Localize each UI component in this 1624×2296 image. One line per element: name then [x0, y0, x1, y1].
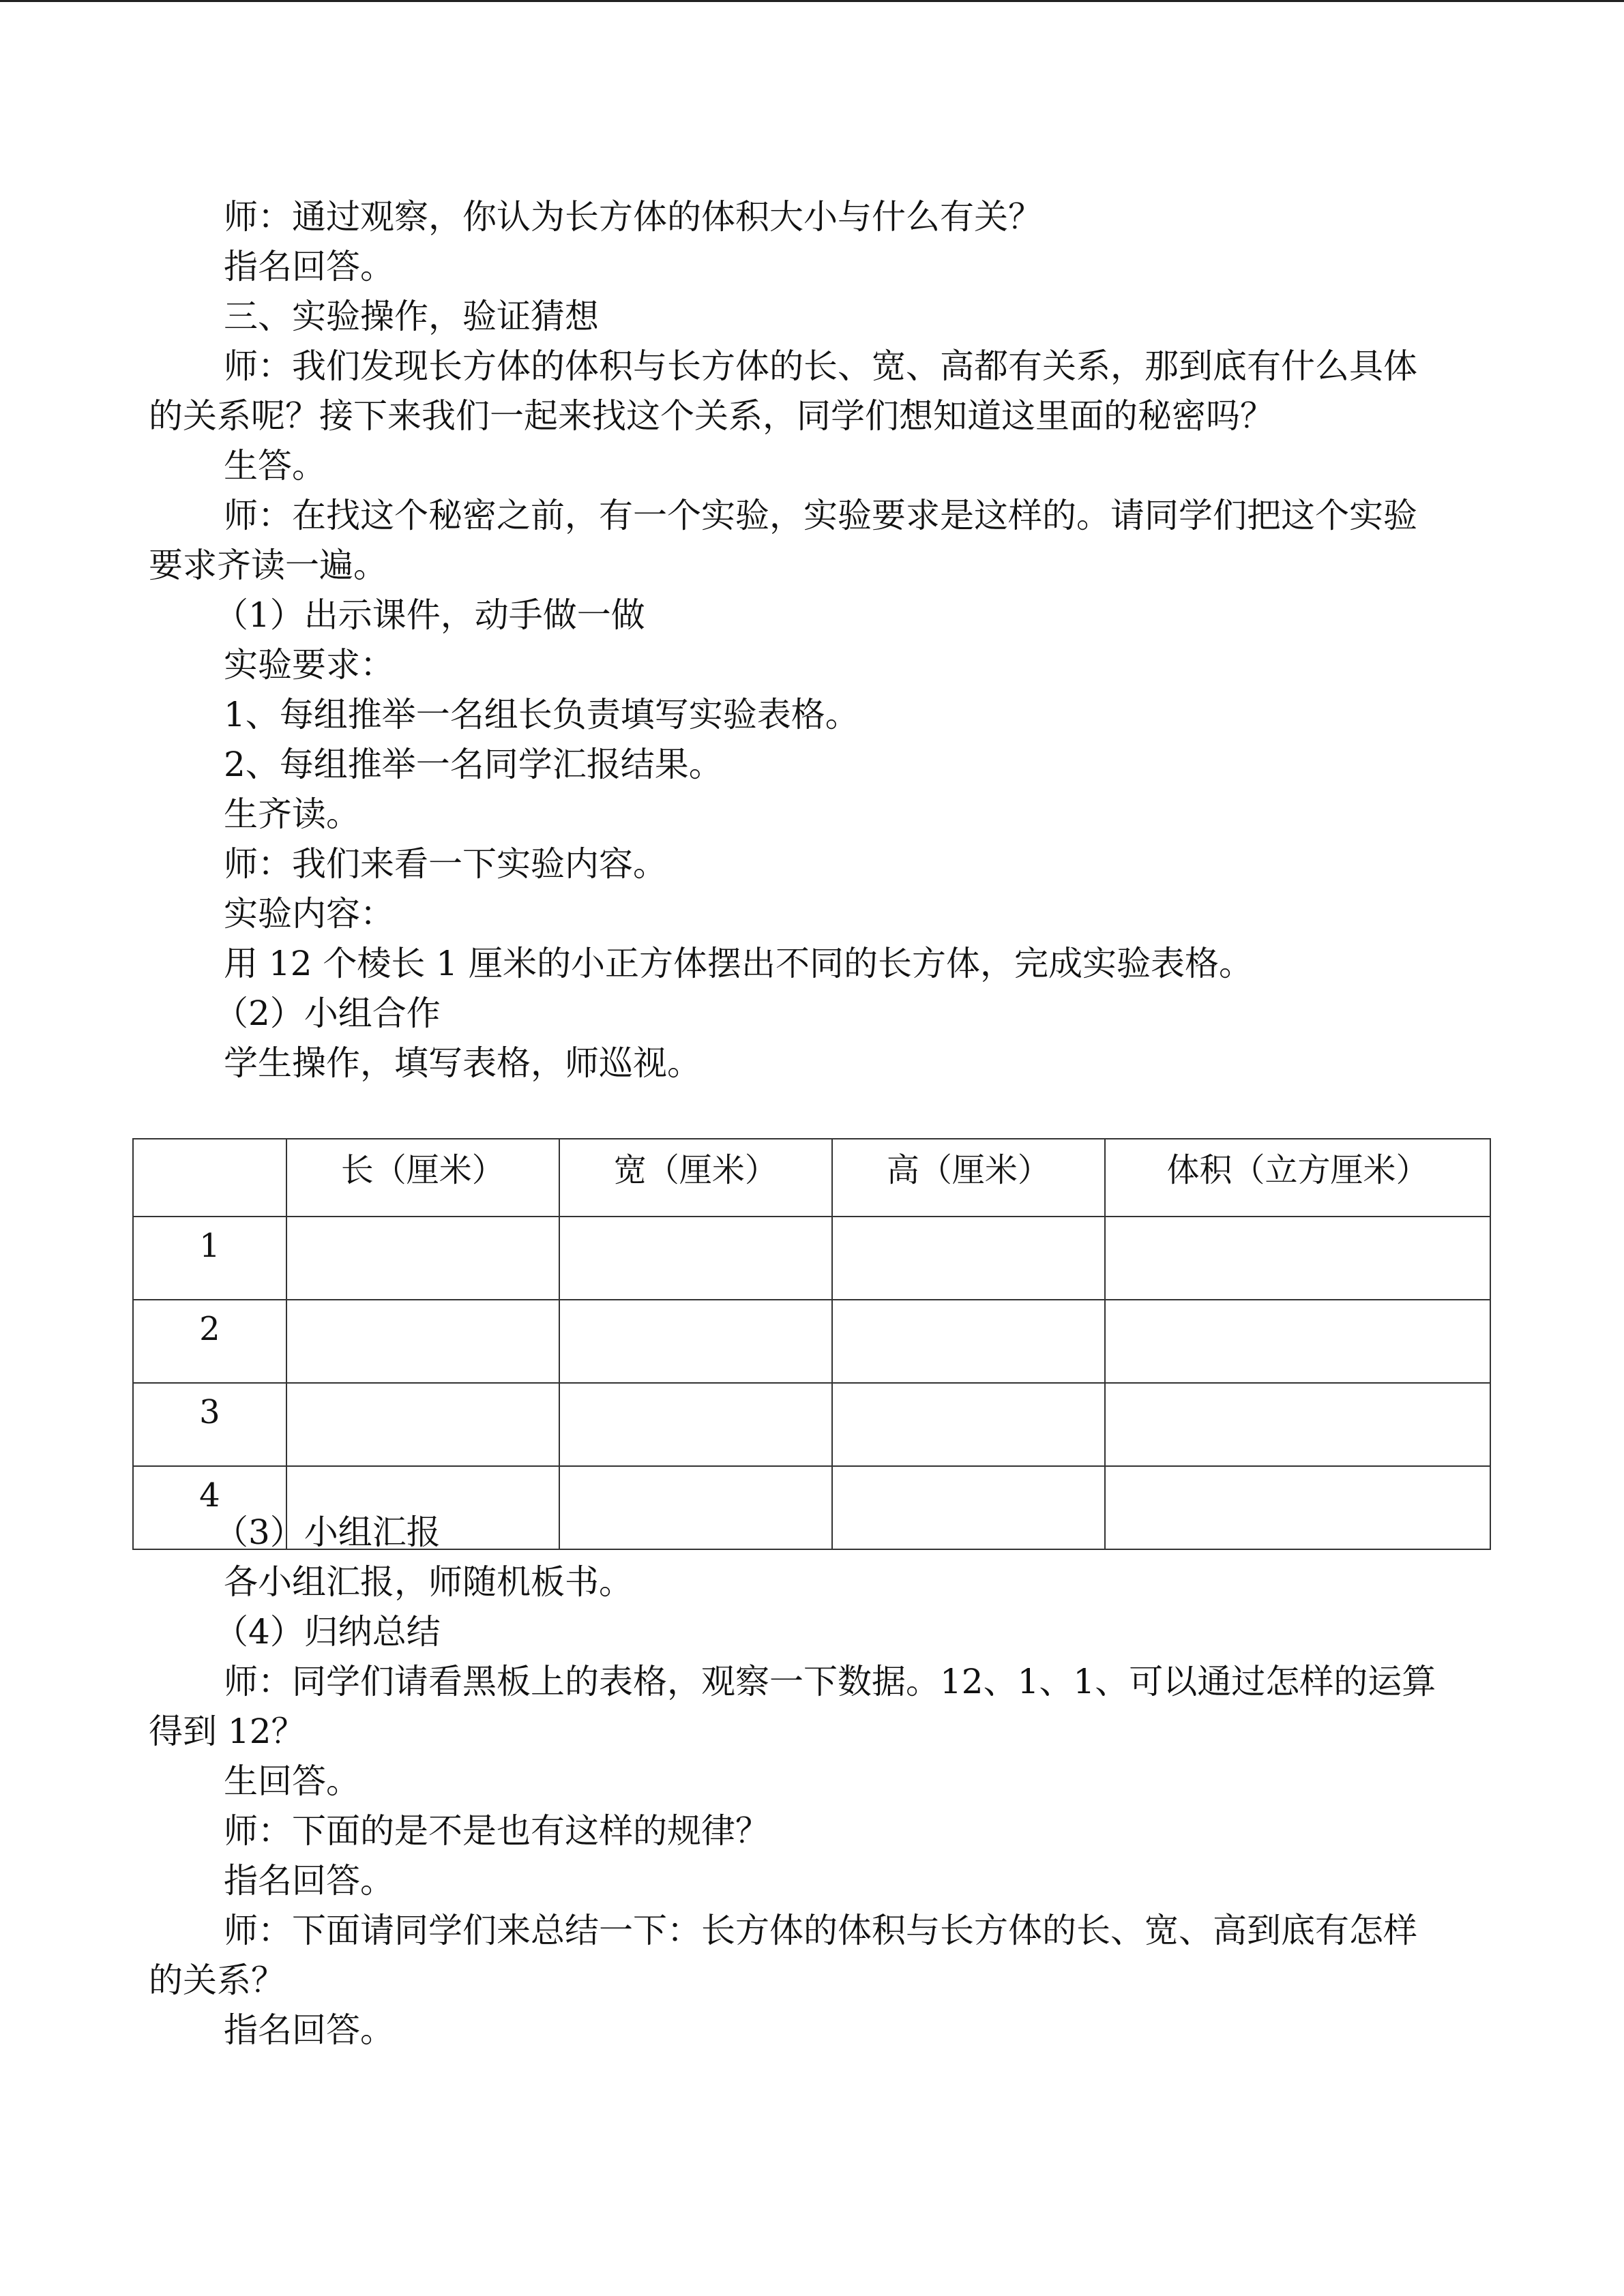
paragraph: 师：下面请同学们来总结一下：长方体的体积与长方体的长、宽、高到底有怎样的关系？ [149, 1911, 1417, 2000]
table-cell [832, 1300, 1105, 1383]
table-cell [559, 1300, 832, 1383]
table-cell [832, 1383, 1105, 1466]
list-item: 2、每组推举一名同学汇报结果。 [224, 745, 723, 784]
paragraph: 生齐读。 [224, 794, 360, 834]
experiment-table [132, 1138, 1491, 1550]
page-top-border [0, 0, 1624, 2]
section-heading: 三、实验操作，验证猜想 [224, 297, 599, 336]
step-heading: （1）出示课件，动手做一做 [214, 595, 645, 635]
table-cell [1105, 1217, 1490, 1300]
table-row [133, 1300, 1490, 1383]
step-heading: （2）小组合作 [214, 994, 441, 1033]
paragraph: 实验内容： [224, 894, 394, 934]
table-cell [559, 1217, 832, 1300]
step-heading: （4）归纳总结 [214, 1612, 441, 1652]
document-body-lower [149, 1508, 1443, 2055]
table-header-cell: 体积（立方厘米） [1105, 1139, 1490, 1217]
table-cell: 3 [133, 1383, 286, 1466]
paragraph: 各小组汇报，师随机板书。 [224, 1562, 633, 1602]
paragraph: 师：我们来看一下实验内容。 [224, 844, 667, 884]
table-row [133, 1383, 1490, 1466]
table-cell: 2 [133, 1300, 286, 1383]
paragraph: 指名回答。 [224, 247, 394, 286]
table-cell [1105, 1383, 1490, 1466]
paragraph: 指名回答。 [224, 1861, 394, 1900]
paragraph: 师：通过观察，你认为长方体的体积大小与什么有关？ [224, 197, 1042, 237]
table-cell: 1 [133, 1217, 286, 1300]
table-header-cell [133, 1139, 286, 1217]
paragraph: 师：我们发现长方体的体积与长方体的长、宽、高都有关系，那到底有什么具体的关系呢？接下来我们一起来找这个关系，同学们想知道这里面的秘密吗？ [149, 346, 1417, 436]
paragraph: 生答。 [224, 446, 326, 486]
table-cell [1105, 1300, 1490, 1383]
table-header-row [133, 1139, 1490, 1217]
table-cell [286, 1300, 559, 1383]
table-header-cell: 长（厘米） [286, 1139, 559, 1217]
paragraph: 用 12 个棱长 1 厘米的小正方体摆出不同的长方体，完成实验表格。 [224, 944, 1254, 983]
paragraph: 指名回答。 [224, 2010, 394, 2050]
table-cell [286, 1217, 559, 1300]
table-header-cell: 宽（厘米） [559, 1139, 832, 1217]
table-cell [286, 1383, 559, 1466]
paragraph: 师：在找这个秘密之前，有一个实验，实验要求是这样的。请同学们把这个实验要求齐读一遍。 [149, 496, 1417, 585]
paragraph: 师：同学们请看黑板上的表格，观察一下数据。12、1、1、可以通过怎样的运算得到 12？ [149, 1662, 1436, 1751]
table-cell [559, 1383, 832, 1466]
paragraph: 学生操作，填写表格，师巡视。 [224, 1043, 701, 1083]
table-row [133, 1217, 1490, 1300]
paragraph: 师：下面的是不是也有这样的规律？ [224, 1811, 769, 1851]
table-cell [832, 1217, 1105, 1300]
paragraph: 实验要求： [224, 645, 394, 685]
step-heading: （3）小组汇报 [214, 1512, 441, 1552]
paragraph: 生回答。 [224, 1761, 360, 1801]
document-body-upper [149, 192, 1443, 1088]
table-header-cell: 高（厘米） [832, 1139, 1105, 1217]
table-cell: 4 [133, 1466, 286, 1549]
list-item: 1、每组推举一名组长负责填写实验表格。 [224, 695, 859, 734]
